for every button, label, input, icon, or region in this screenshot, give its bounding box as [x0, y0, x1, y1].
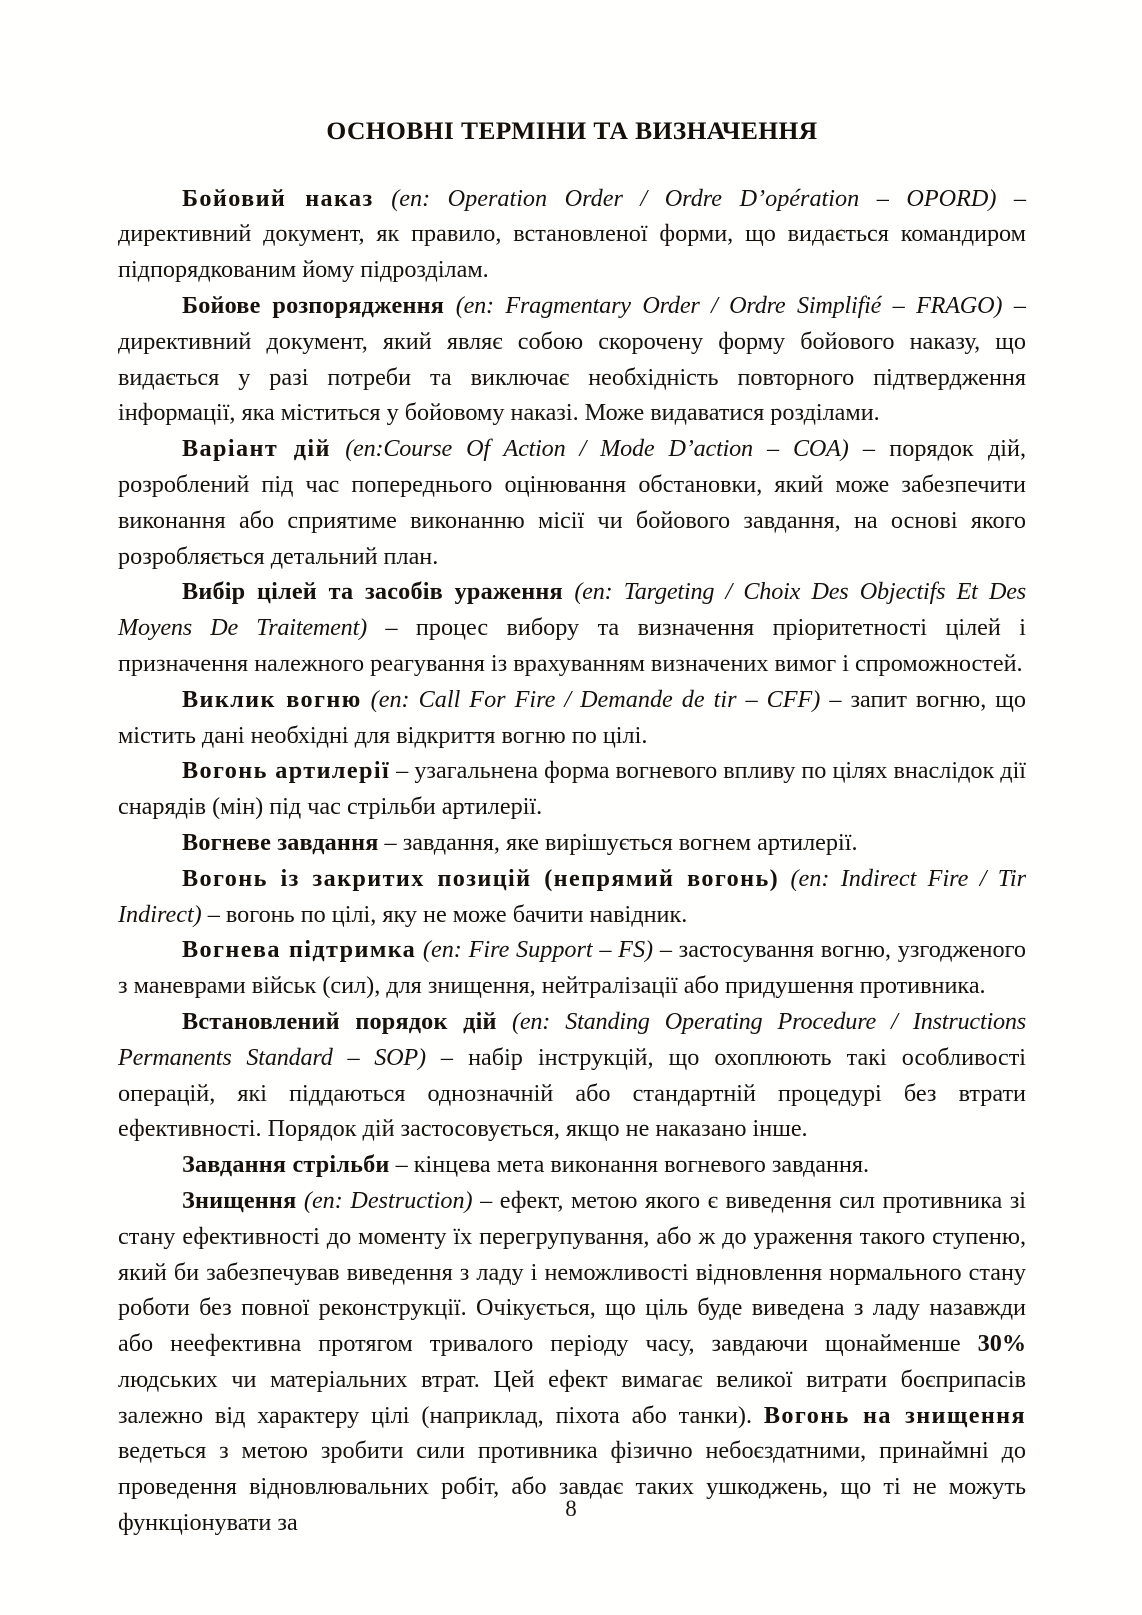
- term-definition: – узагальнена форма вогневого впливу по цілях внаслідок дії снарядів (мін) під час стрільби артилерії.: [118, 757, 1027, 821]
- term-source: (en: Call For Fire / Demande de tir – CFF): [370, 685, 821, 713]
- term-definition-part3: ведеться з метою зробити сили противника фізично небоєздатними, принаймні до проведення відновлювальних робіт, або завдає таких ушкоджень, що ті не можуть функціонувати за: [118, 1437, 1026, 1537]
- term-source: (en: Fire Support – FS): [422, 936, 654, 964]
- term-definition: – набір інструкцій, що охоплюють такі особливості операцій, які піддаються однозначній або стандартній процедурі без втрати ефективності. Порядок дій застосовується, якщо не наказано інше.: [118, 1043, 1026, 1143]
- term-source: (en: Destruction): [303, 1186, 473, 1214]
- term-label: Варіант дій: [182, 435, 331, 463]
- term-definition: – директивний документ, який являє собою скорочену форму бойового наказу, що видається у разі потреби та виключає необхідність повторного підтвердження інформації, яка міститься у бойовому наказі. Може видаватися розділами.: [118, 291, 1026, 427]
- term-definition: – застосування вогню, узгодженого з маневрами військ (сил), для знищення, нейтралізації або придушення противника.: [118, 936, 1027, 1000]
- term-label: Вогнева підтримка: [182, 936, 417, 964]
- term-entry-vohneva-pidtrymka: [118, 932, 1026, 1004]
- term-definition: – порядок дій, розроблений під час попереднього оцінювання обстановки, який може забезпечити виконання або сприятиме виконанню місії чи бойового завдання, на основі якого розробляється детальний план.: [118, 435, 1026, 570]
- term-entry-boyovyi-nakaz: [118, 181, 1026, 288]
- term-definition: – процес вибору та визначення пріоритетності цілей і призначення належного реагування із врахуванням визначених вимог і спроможностей.: [118, 614, 1027, 677]
- term-label: Виклик вогню: [182, 685, 362, 713]
- subterm-label: Вогонь на знищення: [763, 1401, 1026, 1429]
- term-source: (en: Standing Operating Procedure / Instructions Permanents Standard – SOP): [118, 1007, 1026, 1071]
- term-definition: – кінцева мета виконання вогневого завдання.: [389, 1151, 870, 1179]
- term-entry-vohon-iz-zakrytykh-pozytsiy: [118, 861, 1026, 933]
- term-entry-vohon-artyleriyi: [118, 753, 1026, 825]
- term-entry-vyklyk-vohnyu: [118, 682, 1026, 754]
- term-label: Завдання стрільби: [182, 1151, 390, 1179]
- term-entry-variant-diy: [118, 431, 1026, 574]
- term-entry-znyshchennya: [118, 1183, 1026, 1541]
- term-source: (en: Targeting / Choix Des Objectifs Et Des Moyens De Traitement): [118, 578, 1027, 642]
- term-label: Вогонь артилерії: [182, 757, 391, 785]
- term-label: Вогонь із закритих позицій (непрямий вогонь): [182, 864, 780, 892]
- term-label: Вогневе завдання: [182, 828, 379, 856]
- page-content: [118, 116, 1026, 1541]
- term-entry-vstanovlenyi-poryadok-diy: [118, 1004, 1026, 1147]
- term-entry-vybir-tsiley: [118, 574, 1026, 681]
- term-entry-vohneve-zavdannya: [118, 825, 1026, 861]
- term-definition-part1: – ефект, метою якого є виведення сил противника зі стану ефективності до моменту їх перегрупування, або ж до ураження такого ступеню, який би забезпечував виведення з ладу і неможливості відновлення нормального стану роботи без повної реконструкції. Очікується, що ціль буде виведена з ладу назавжди або неефективна протягом тривалого періоду часу, завдаючи щонайменше: [118, 1186, 1027, 1358]
- term-source: (en:Course Of Action / Mode D’action – COA): [345, 435, 849, 463]
- term-definition-part2: людських чи матеріальних втрат. Цей ефект вимагає великої витрати боєприпасів залежно від характеру цілі (наприклад, піхота або танки).: [118, 1365, 1026, 1429]
- term-label: Вибір цілей та засобів ураження: [182, 578, 563, 606]
- page-title: ОСНОВНІ ТЕРМІНИ ТА ВИЗНАЧЕННЯ: [326, 116, 818, 145]
- term-emphasis-percentage: 30%: [977, 1330, 1026, 1358]
- term-definition: – вогонь по цілі, яку не може бачити навідник.: [201, 900, 688, 928]
- term-definition: – директивний документ, як правило, встановленої форми, що видається командиром підпорядкованим йому підрозділам.: [118, 184, 1027, 284]
- term-label: Знищення: [182, 1186, 297, 1214]
- term-entry-boyove-rozporyadzhennya: [118, 288, 1026, 431]
- page-number: 8: [565, 1496, 577, 1521]
- term-entry-zavdannya-strilby: [118, 1147, 1026, 1183]
- term-source: (en: Indirect Fire / Tir Indirect): [118, 864, 1027, 928]
- term-label: Встановлений порядок дій: [182, 1007, 497, 1035]
- term-definition: – завдання, яке вирішується вогнем артилерії.: [378, 828, 858, 856]
- term-definition: – запит вогню, що містить дані необхідні для відкриття вогню по цілі.: [118, 685, 1026, 749]
- term-label: Бойове розпорядження: [182, 291, 445, 319]
- term-source: (en: Operation Order / Ordre D’opération – OPORD): [391, 184, 997, 212]
- term-source: (en: Fragmentary Order / Ordre Simplifié – FRAGO): [455, 291, 1003, 319]
- term-label: Бойовий наказ: [182, 184, 374, 212]
